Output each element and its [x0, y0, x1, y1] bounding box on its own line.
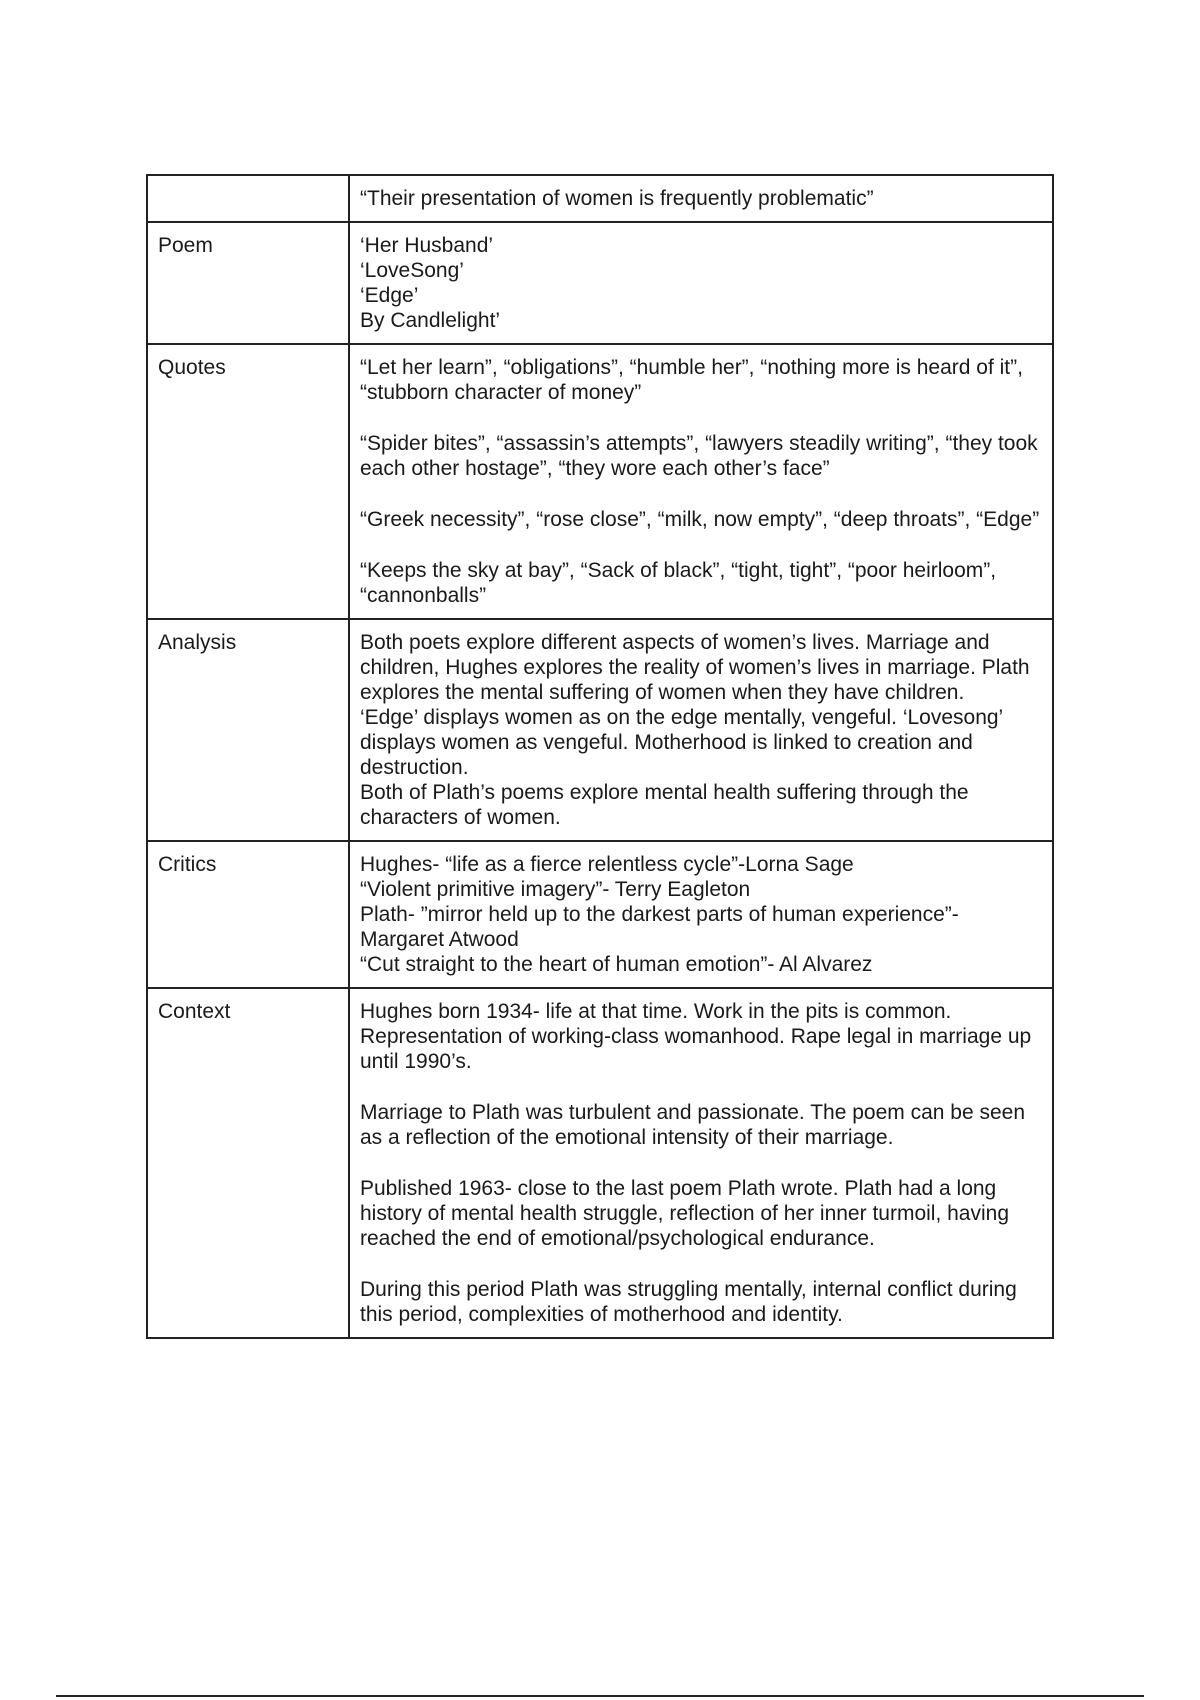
table-header-row — [147, 175, 1053, 222]
critics-line: Plath- ”mirror held up to the darkest parts of human experience”- Margaret Atwood — [360, 903, 959, 951]
critics-line: “Violent primitive imagery”- Terry Eagleton — [360, 878, 751, 901]
row-label-critics: Critics — [147, 841, 349, 988]
row-content-context — [349, 988, 1053, 1338]
quotes-paragraph: “Let her learn”, “obligations”, “humble her”, “nothing more is heard of it”, “stubborn character of money” — [360, 356, 1023, 404]
header-title-cell: “Their presentation of women is frequently problematic” — [349, 175, 1053, 222]
row-label-quotes: Quotes — [147, 344, 349, 619]
table-row-poem — [147, 222, 1053, 344]
analysis-line: Both of Plath’s poems explore mental health suffering through the characters of women. — [360, 781, 969, 829]
context-paragraph: During this period Plath was struggling mentally, internal conflict during this period, complexities of motherhood and identity. — [360, 1278, 1017, 1326]
table-row-critics — [147, 841, 1053, 988]
row-label-analysis: Analysis — [147, 619, 349, 841]
row-content-poem — [349, 222, 1053, 344]
quotes-paragraph: “Greek necessity”, “rose close”, “milk, now empty”, “deep throats”, “Edge” — [360, 508, 1040, 531]
table-row-quotes — [147, 344, 1053, 619]
notes-table — [146, 174, 1054, 1339]
context-paragraph: Hughes born 1934- life at that time. Work in the pits is common. Representation of working-class womanhood. Rape legal in marriage up until 1990’s. — [360, 1000, 1032, 1073]
context-paragraph: Published 1963- close to the last poem Plath wrote. Plath had a long history of mental health struggle, reflection of her inner turmoil, having reached the end of emotional/psychological endurance. — [360, 1177, 1010, 1250]
row-content-critics — [349, 841, 1053, 988]
poem-line: ‘LoveSong’ — [360, 259, 464, 282]
analysis-line: ‘Edge’ displays women as on the edge mentally, vengeful. ‘Lovesong’ displays women as vengeful. Motherhood is linked to creation and destruction. — [360, 706, 1003, 779]
table-row-context — [147, 988, 1053, 1338]
quotes-paragraph: “Keeps the sky at bay”, “Sack of black”, “tight, tight”, “poor heirloom”, “cannonballs” — [360, 559, 997, 607]
row-content-quotes — [349, 344, 1053, 619]
header-empty-cell — [147, 175, 349, 222]
critics-line: “Cut straight to the heart of human emotion”- Al Alvarez — [360, 953, 873, 976]
poem-line: ‘Her Husband’ — [360, 234, 494, 257]
row-content-analysis — [349, 619, 1053, 841]
table-row-analysis — [147, 619, 1053, 841]
poem-line: By Candlelight’ — [360, 309, 501, 332]
poem-line: ‘Edge’ — [360, 284, 419, 307]
critics-line: Hughes- “life as a fierce relentless cycle”-Lorna Sage — [360, 853, 854, 876]
analysis-line: Both poets explore different aspects of women’s lives. Marriage and children, Hughes explores the reality of women’s lives in marriage. Plath explores the mental suffering of women when they have children. — [360, 631, 1030, 704]
row-label-poem: Poem — [147, 222, 349, 344]
context-paragraph: Marriage to Plath was turbulent and passionate. The poem can be seen as a reflection of the emotional intensity of their marriage. — [360, 1101, 1026, 1149]
quotes-paragraph: “Spider bites”, “assassin’s attempts”, “lawyers steadily writing”, “they took each other hostage”, “they wore each other’s face” — [360, 432, 1038, 480]
page-bottom-rule — [56, 1695, 1144, 1697]
row-label-context: Context — [147, 988, 349, 1338]
